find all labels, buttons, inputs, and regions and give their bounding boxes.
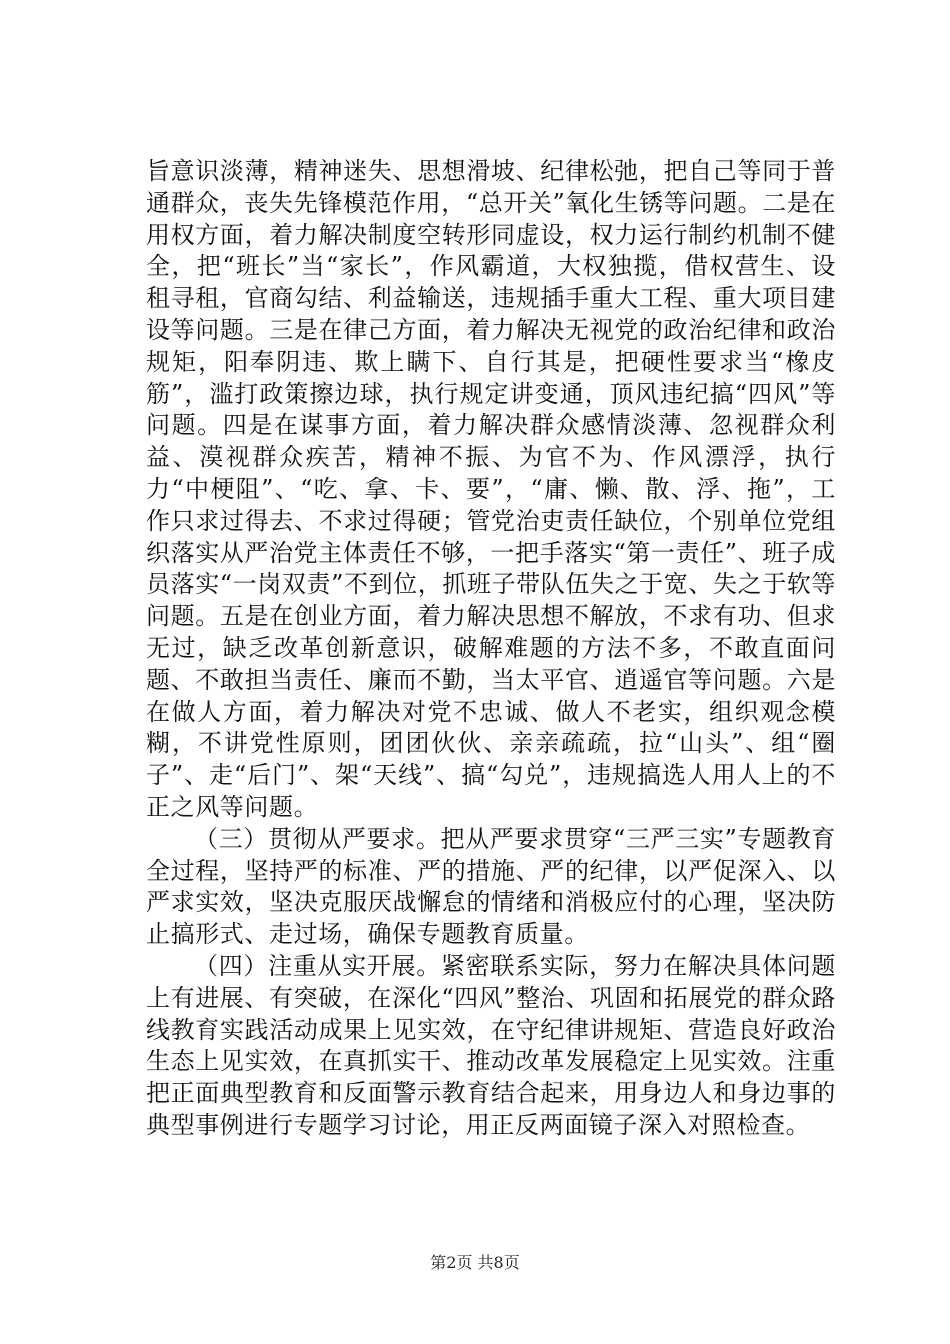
document-body (146, 156, 836, 1142)
page-number-footer: 第2页 共8页 (430, 1253, 520, 1272)
paragraph-section-four: （四）注重从实开展。紧密联系实际，努力在解决具体问题上有进展、有突破，在深化“四风”整治、巩固和拓展党的群众路线教育实践活动成果上见实效，在守纪律讲规矩、营造良好政治生态上见实效，在真抓实干、推动改革发展稳定上见实效。注重把正面典型教育和反面警示教育结合起来，用身边人和身边事的典型事例进行专题学习讨论，用正反两面镜子深入对照检查。 (146, 951, 836, 1139)
paragraph-continuation: 旨意识淡薄，精神迷失、思想滑坡、纪律松弛，把自己等同于普通群众，丧失先锋模范作用，“总开关”氧化生锈等问题。二是在用权方面，着力解决制度空转形同虚设，权力运行制约机制不健全，把“班长”当“家长”，作风霸道，大权独揽，借权营生、设租寻租，官商勾结、利益输送，违规插手重大工程、重大项目建设等问题。三是在律己方面，着力解决无视党的政治纪律和政治规矩，阳奉阴违、欺上瞒下、自行其是，把硬性要求当“橡皮筋”，滥打政策擦边球，执行规定讲变通，顶风违纪搞“四风”等问题。四是在谋事方面，着力解决群众感情淡薄、忽视群众利益、漠视群众疾苦，精神不振、为官不为、作风漂浮，执行力“中梗阻”、“吃、拿、卡、要”，“庸、懒、散、浮、拖”，工作只求过得去、不求过得硬；管党治吏责任缺位，个别单位党组织落实从严治党主体责任不够，一把手落实“第一责任”、班子成员落实“一岗双责”不到位，抓班子带队伍失之于宽、失之于软等问题。五是在创业方面，着力解决思想不解放，不求有功、但求无过，缺乏改革创新意识，破解难题的方法不多，不敢直面问题、不敢担当责任、廉而不勤，当太平官、逍遥官等问题。六是在做人方面，着力解决对党不忠诚、做人不老实，组织观念模糊，不讲党性原则，团团伙伙、亲亲疏疏，拉“山头”、组“圈子”、走“后门”、架“天线”、搞“勾兑”，违规搞选人用人上的不正之风等问题。 (146, 157, 836, 821)
paragraph-section-three: （三）贯彻从严要求。把从严要求贯穿“三严三实”专题教育全过程，坚持严的标准、严的措施、严的纪律，以严促深入、以严求实效，坚决克服厌战懈怠的情绪和消极应付的心理，坚决防止搞形式、走过场，确保专题教育质量。 (146, 824, 836, 949)
